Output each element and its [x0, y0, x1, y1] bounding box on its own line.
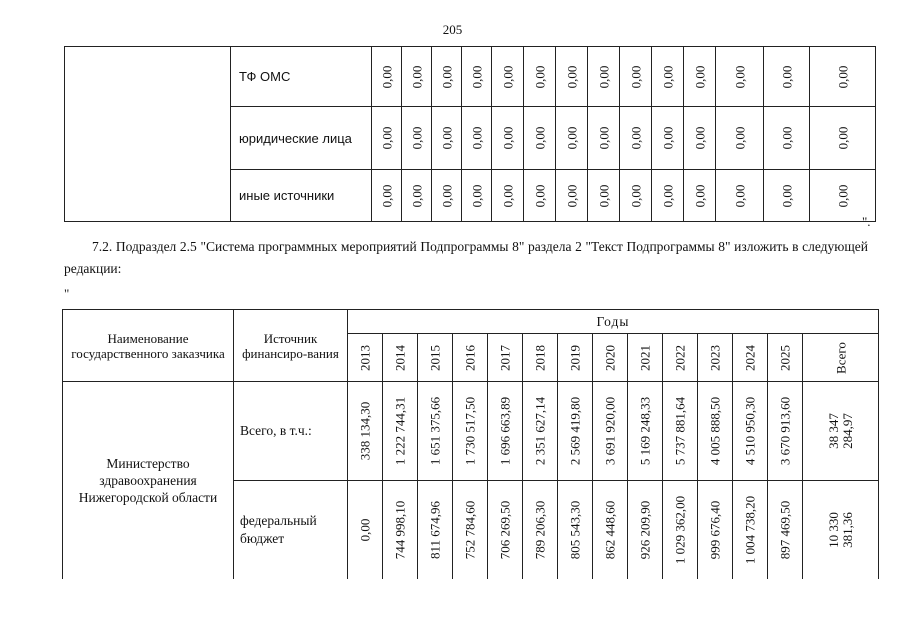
opening-quote: " [64, 286, 70, 301]
value-cell: 3 691 920,00 [602, 396, 618, 466]
total-cell [827, 512, 855, 548]
value-cell: 999 676,40 [707, 500, 723, 559]
total-cell [827, 413, 855, 449]
value-cell: 0,00 [732, 65, 747, 88]
header-customer: Наименование государственного заказчика [63, 310, 234, 382]
value-cell: 0,00 [779, 65, 794, 88]
value-cell: 0,00 [564, 126, 579, 150]
value-cell: 0,00 [628, 126, 643, 150]
value-cell: 1 696 663,89 [497, 396, 513, 466]
year-label: 2025 [777, 344, 793, 371]
value-cell: 0,00 [439, 184, 454, 207]
value-cell: 0,00 [660, 184, 675, 207]
value-cell: 0,00 [469, 65, 484, 88]
value-cell: 0,00 [532, 184, 547, 207]
value-cell: 897 469,50 [777, 500, 793, 559]
year-label: 2013 [357, 344, 373, 371]
value-cell: 3 670 913,60 [777, 396, 793, 466]
year-label: 2019 [567, 344, 583, 371]
value-cell: 0,00 [379, 126, 394, 150]
value-cell: 744 998,10 [392, 500, 408, 559]
year-label: 2024 [742, 344, 758, 371]
header-source: Источник финансиро-вания [234, 310, 348, 382]
value-cell: 0,00 [835, 184, 850, 207]
value-cell: 4 510 950,30 [742, 396, 758, 466]
value-cell: 805 543,30 [567, 500, 583, 559]
value-cell: 0,00 [596, 126, 611, 150]
value-cell: 2 569 419,80 [567, 396, 583, 466]
source-label: федеральный бюджет [234, 481, 348, 579]
value-cell: 4 005 888,50 [707, 396, 723, 466]
total-line: 38 347 [825, 413, 841, 449]
value-cell: 0,00 [379, 184, 394, 207]
year-label: 2023 [707, 344, 723, 371]
source-label: Всего, в т.ч.: [234, 382, 348, 481]
value-cell: 1 730 517,50 [462, 396, 478, 466]
value-cell: 0,00 [409, 126, 424, 150]
value-cell: 0,00 [732, 126, 747, 150]
value-cell: 0,00 [500, 184, 515, 207]
program-funding-table [62, 309, 879, 579]
top-funding-table [64, 46, 876, 222]
total-line: 381,36 [839, 511, 855, 548]
customer-name: Министерство здравоохранения Нижегородской области [63, 382, 234, 579]
value-cell: 0,00 [628, 65, 643, 88]
value-cell: 0,00 [532, 65, 547, 88]
value-cell: 0,00 [596, 184, 611, 207]
year-label: 2018 [532, 344, 548, 371]
value-cell: 0,00 [564, 65, 579, 88]
value-cell: 0,00 [439, 65, 454, 88]
value-cell: 0,00 [692, 126, 707, 150]
value-cell: 811 674,96 [427, 500, 443, 559]
table-row [65, 47, 876, 107]
value-cell: 0,00 [500, 126, 515, 150]
year-label: 2015 [427, 344, 443, 371]
value-cell: 1 004 738,20 [742, 495, 758, 564]
value-cell: 0,00 [779, 126, 794, 150]
value-cell: 0,00 [409, 65, 424, 88]
value-cell: 1 222 744,31 [392, 396, 408, 466]
total-line: 284,97 [839, 413, 855, 449]
total-line: 10 330 [825, 511, 841, 548]
value-cell: 0,00 [469, 126, 484, 150]
year-label: 2014 [392, 344, 408, 371]
source-label: ТФ ОМС [231, 47, 372, 107]
source-label: юридические лица [231, 107, 372, 170]
value-cell: 0,00 [779, 184, 794, 207]
value-cell: 706 269,50 [497, 500, 513, 559]
value-cell: 752 784,60 [462, 500, 478, 559]
value-cell: 0,00 [692, 65, 707, 88]
closing-quote: ". [862, 214, 871, 229]
year-label: 2021 [637, 344, 653, 371]
value-cell: 0,00 [500, 65, 515, 88]
header-years: Годы [348, 310, 879, 334]
value-cell: 0,00 [409, 184, 424, 207]
year-label: 2020 [602, 344, 618, 371]
value-cell: 0,00 [835, 126, 850, 150]
value-cell: 5 169 248,33 [637, 396, 653, 466]
value-cell: 0,00 [532, 126, 547, 150]
value-cell: 1 029 362,00 [672, 495, 688, 564]
value-cell: 0,00 [379, 65, 394, 88]
value-cell: 0,00 [596, 65, 611, 88]
value-cell: 338 134,30 [357, 401, 373, 461]
year-label: 2022 [672, 344, 688, 371]
value-cell: 1 651 375,66 [427, 396, 443, 466]
value-cell: 0,00 [357, 518, 373, 542]
table-row [63, 382, 879, 481]
source-label: иные источники [231, 170, 372, 222]
value-cell: 0,00 [439, 126, 454, 150]
header-total: Всего [833, 341, 848, 374]
value-cell: 0,00 [469, 184, 484, 207]
empty-customer-cell [65, 47, 231, 222]
value-cell: 0,00 [660, 65, 675, 88]
value-cell: 862 448,60 [602, 500, 618, 559]
value-cell: 5 737 881,64 [672, 396, 688, 466]
year-label: 2016 [462, 344, 478, 371]
value-cell: 926 209,90 [637, 500, 653, 559]
value-cell: 0,00 [564, 184, 579, 207]
header-row [63, 310, 879, 334]
value-cell: 0,00 [660, 126, 675, 150]
value-cell: 0,00 [732, 184, 747, 207]
value-cell: 0,00 [628, 184, 643, 207]
amendment-paragraph: 7.2. Подраздел 2.5 "Система программных мероприятий Подпрограммы 8" раздела 2 "Текст Подпрограммы 8" изложить в следующей редакции: [64, 239, 868, 276]
value-cell: 789 206,30 [532, 500, 548, 559]
page-number: 205 [442, 22, 463, 37]
value-cell: 0,00 [692, 184, 707, 207]
value-cell: 0,00 [835, 65, 850, 88]
year-label: 2017 [497, 344, 513, 371]
value-cell: 2 351 627,14 [532, 396, 548, 466]
